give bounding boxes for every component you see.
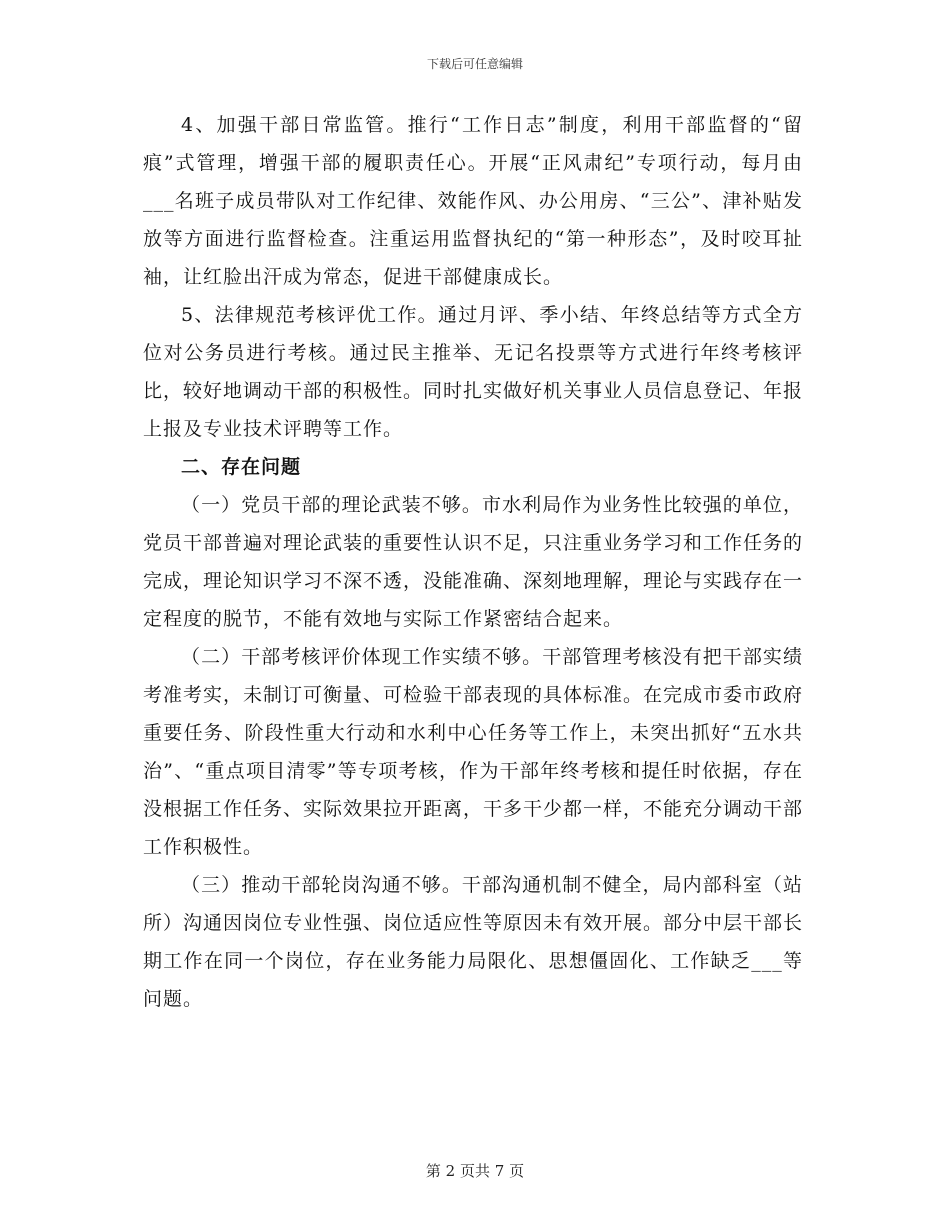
paragraph-problem-3: （三）推动干部轮岗沟通不够。干部沟通机制不健全，局内部科室（站所）沟通因岗位专业性强、岗位适应性等原因未有效开展。部分中层干部长期工作在同一个岗位，存在业务能力局限化、思想僵固化、工作缺乏___等问题。 <box>143 874 804 1010</box>
document-body <box>143 106 803 1018</box>
paragraph-item-4: 4、加强干部日常监管。推行“工作日志”制度，利用干部监督的“留痕”式管理，增强干部的履职责任心。开展“正风肃纪”专项行动，每月由___名班子成员带队对工作纪律、效能作风、办公用房、“三公”、津补贴发放等方面进行监督检查。注重运用监督执纪的“第一种形态”，及时咬耳扯袖，让红脸出汗成为常态，促进干部健康成长。 <box>143 114 803 288</box>
paragraph-problem-2: （二）干部考核评价体现工作实绩不够。干部管理考核没有把干部实绩考准考实，未制订可衡量、可检验干部表现的具体标准。在完成市委市政府重要任务、阶段性重大行动和水利中心任务等工作上，未突出抓好“五水共治”、“重点项目清零”等专项考核，作为干部年终考核和提任时依据，存在没根据工作任务、实际效果拉开距离，干多干少都一样，不能充分调动干部工作积极性。 <box>143 646 804 858</box>
section-heading: 二、存在问题 <box>181 456 302 478</box>
paragraph-problem-1: （一）党员干部的理论武装不够。市水利局作为业务性比较强的单位，党员干部普遍对理论武装的重要性认识不足，只注重业务学习和工作任务的完成，理论知识学习不深不透，没能准确、深刻地理解，理论与实践存在一定程度的脱节，不能有效地与实际工作紧密结合起来。 <box>143 494 804 630</box>
paragraph-item-5: 5、法律规范考核评优工作。通过月评、季小结、年终总结等方式全方位对公务员进行考核。通过民主推举、无记名投票等方式进行年终考核评比，较好地调动干部的积极性。同时扎实做好机关事业人员信息登记、年报上报及专业技术评聘等工作。 <box>143 304 804 440</box>
page-footer: 第 2 页共 7 页 <box>425 1162 525 1180</box>
page-header: 下载后可任意编辑 <box>426 57 523 71</box>
